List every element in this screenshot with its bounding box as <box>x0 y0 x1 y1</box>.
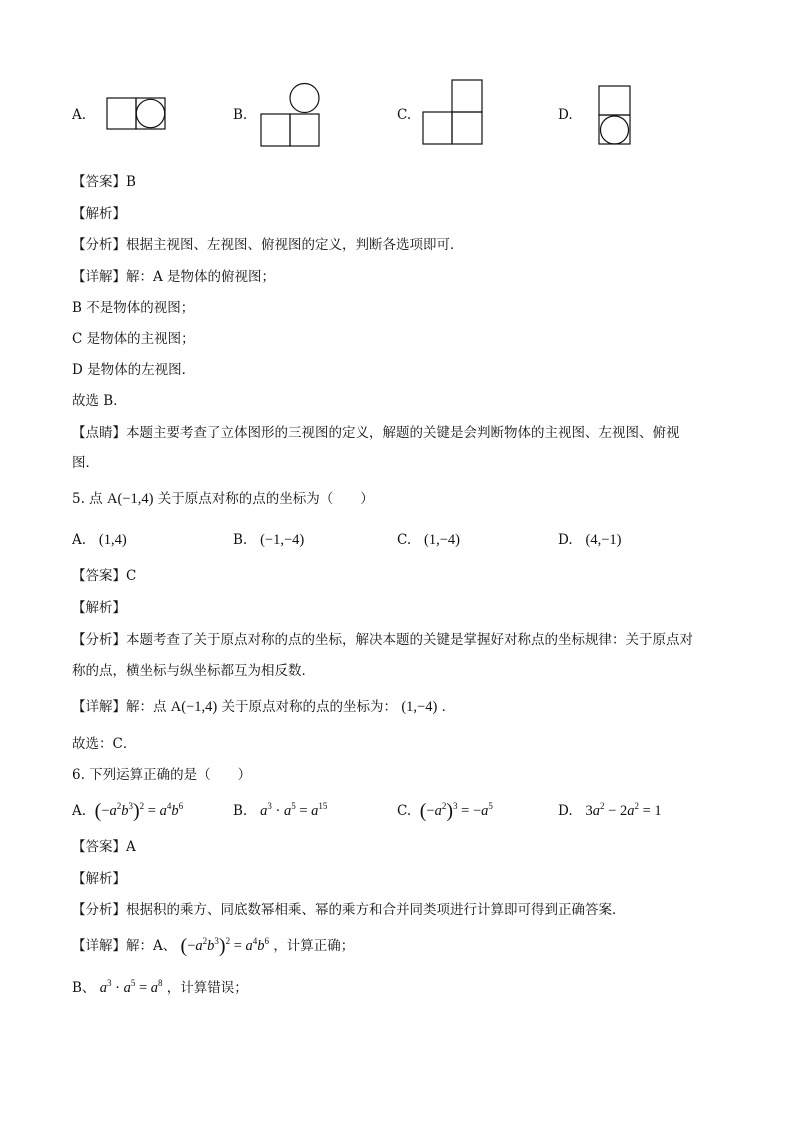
q4-dianjing-line: 图． <box>72 455 99 471</box>
q4-option-a-label: A. <box>72 107 87 123</box>
q5-option-b <box>233 531 304 549</box>
q5-detail-mid: 关于原点对称的点的坐标为： <box>221 699 398 715</box>
q4-detail-line: D 是物体的左视图． <box>72 362 196 378</box>
q5-detail-end: ． <box>441 699 456 715</box>
q6-option-label: D. <box>558 803 573 819</box>
q5-option-a <box>72 531 127 549</box>
q4-fenxi: 【分析】根据主视图、左视图、俯视图的定义，判断各选项即可． <box>72 237 464 253</box>
q5-option-label: D. <box>558 532 573 548</box>
q4-conclusion: 故选 B． <box>72 393 127 409</box>
q6-option-d-formula: $3a^2 - 2a^2 = 1$ <box>585 801 662 819</box>
q5-fenxi-line: 称的点，横坐标与纵坐标都互为相反数． <box>72 663 315 679</box>
q5-detail <box>72 698 455 716</box>
q5-option-value: (1,4) <box>98 532 127 548</box>
q6-detail-b <box>72 979 248 997</box>
q5-option-label: B. <box>233 532 248 548</box>
q6-option-b <box>233 802 327 820</box>
q5-option-value: (4,−1) <box>585 532 622 548</box>
q4-option-c-figure <box>423 80 485 146</box>
q4-dianjing-line: 【点睛】本题主要考查了立体图形的三视图的定义，解题的关键是会判断物体的主视图、左视图、俯视 <box>72 425 680 441</box>
q4-option-b-figure <box>261 82 323 148</box>
q6-detail-b-prefix: B、 <box>72 980 96 996</box>
q6-detail-a <box>72 937 354 955</box>
q6-detail-a-suffix: ，计算正确； <box>273 938 355 954</box>
q4-option-d-label: D. <box>558 107 573 123</box>
q6-option-label: C. <box>397 803 412 819</box>
q5-stem-point: A(−1,4) <box>106 491 154 507</box>
q6-option-c-formula: $(-a^2)^3 = -a^5$ <box>419 800 493 822</box>
q6-option-a-formula: $(-a^2b^3)^2 = a^4b^6$ <box>94 800 184 822</box>
q4-detail-line: 【详解】解：A 是物体的俯视图； <box>72 269 276 285</box>
q6-detail-a-formula: $(-a^2b^3)^2 = a^4b^6$ <box>180 935 270 957</box>
q5-stem <box>72 490 374 508</box>
q6-option-b-formula: $a^3 \cdot a^5 = a^{15}$ <box>260 801 328 819</box>
q6-fenxi: 【分析】根据积的乘方、同底数幂相乘、幂的乘方和合并同类项进行计算即可得到正确答案． <box>72 902 626 918</box>
q6-option-c <box>397 802 493 820</box>
q5-option-c <box>397 531 460 549</box>
q6-option-a <box>72 802 183 820</box>
q4-option-c-label: C. <box>397 107 412 123</box>
q5-option-label: C. <box>397 532 412 548</box>
q5-fenxi-line: 【分析】本题考查了关于原点对称的点的坐标，解决本题的关键是掌握好对称点的坐标规律：关于原点对 <box>72 632 693 648</box>
q6-stem: 6. 下列运算正确的是（ ） <box>72 767 252 783</box>
q6-option-label: B. <box>233 803 248 819</box>
q4-option-d-figure <box>599 86 633 148</box>
q6-detail-b-formula: $a^3 \cdot a^5 = a^8$ <box>99 978 163 996</box>
q5-option-label: A. <box>72 532 87 548</box>
q5-detail-result: (1,−4) <box>401 699 438 715</box>
q4-option-a-figure <box>107 98 167 130</box>
q4-option-b-label: B. <box>233 107 248 123</box>
q5-analysis-heading: 【解析】 <box>72 600 126 616</box>
q6-detail-b-suffix: ，计算错误； <box>166 980 248 996</box>
q5-stem-suffix: 关于原点对称的点的坐标为（ ） <box>157 491 374 507</box>
q6-option-d <box>558 802 662 820</box>
q5-detail-point: A(−1,4) <box>170 699 218 715</box>
q4-answer: 【答案】B <box>72 174 136 190</box>
q4-detail-line: C 是物体的主视图； <box>72 331 195 347</box>
q5-option-value: (1,−4) <box>424 532 460 548</box>
q6-analysis-heading: 【解析】 <box>72 871 126 887</box>
q4-analysis-heading: 【解析】 <box>72 206 126 222</box>
q5-detail-prefix: 【详解】解：点 <box>72 699 167 715</box>
q5-stem-prefix: 5. 点 <box>72 491 103 507</box>
q5-option-d <box>558 531 621 549</box>
q5-conclusion: 故选：C． <box>72 736 137 752</box>
q6-answer: 【答案】A <box>72 839 136 855</box>
q6-option-label: A. <box>72 803 87 819</box>
q5-answer: 【答案】C <box>72 568 137 584</box>
q6-detail-a-prefix: 【详解】解：A、 <box>72 938 177 954</box>
q5-option-value: (−1,−4) <box>260 532 305 548</box>
q4-detail-line: B 不是物体的视图； <box>72 300 195 316</box>
